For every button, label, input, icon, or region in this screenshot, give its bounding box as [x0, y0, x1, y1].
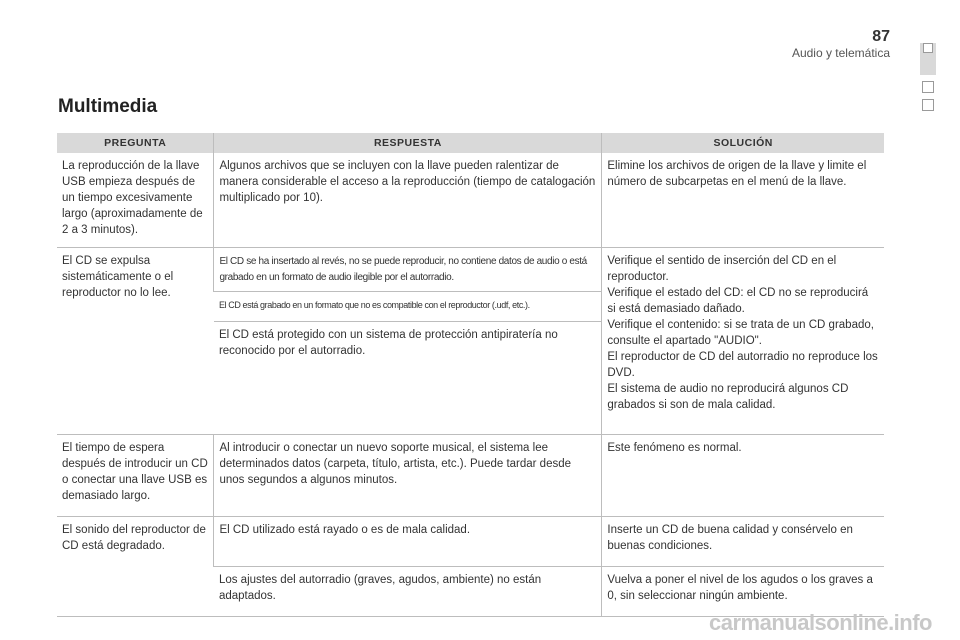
question-cell: El CD se expulsa sistemáticamente o el reproductor no lo lee. — [57, 248, 214, 435]
table-row — [57, 435, 884, 517]
solution-cell: Este fenómeno es normal. — [602, 435, 884, 517]
answer-text: El CD está grabado en un formato que no es compatible con el reproductor (.udf, etc.). — [218, 300, 530, 310]
solution-cell: Elimine los archivos de origen de la llave y limite el número de subcarpetas en el menú de la llave. — [602, 153, 884, 248]
solution-line: El sistema de audio no reproducirá algunos CD grabados si son de mala calidad. — [607, 383, 849, 411]
answer-text: El CD se ha insertado al revés, no se puede reproducir, no contiene datos de audio o está grabado en un formato de audio ilegible por el autorradio. — [219, 256, 587, 283]
answer-cell: Los ajustes del autorradio (graves, agudos, ambiente) no están adaptados. — [214, 567, 602, 617]
chapter-tab[interactable] — [922, 81, 934, 93]
answer-cell: El CD está protegido con un sistema de protección antipiratería no reconocido por el autorradio. — [214, 322, 602, 435]
watermark: carmanualsonline.info — [709, 610, 932, 635]
chapter-tab[interactable] — [922, 99, 934, 111]
faq-table — [57, 133, 884, 617]
section-title: Audio y telemática — [791, 46, 890, 60]
column-header-pregunta: PREGUNTA — [57, 133, 214, 153]
chapter-tabs — [922, 22, 938, 117]
solution-line: Verifique el sentido de inserción del CD en el reproductor. — [607, 255, 837, 283]
answer-cell: El CD utilizado está rayado o es de mala calidad. — [214, 517, 602, 567]
solution-line: Verifique el estado del CD: el CD no se reproducirá si está demasiado dañado. — [607, 287, 869, 315]
answer-cell: Algunos archivos que se incluyen con la llave pueden ralentizar de manera considerable el acceso a la reproducción (tiempo de catalogación multiplicado por 10). — [214, 153, 602, 248]
question-cell: La reproducción de la llave USB empieza después de un tiempo excesivamente largo (aproximadamente de 2 a 3 minutos). — [57, 153, 214, 248]
question-cell: El tiempo de espera después de introducir un CD o conectar una llave USB es demasiado largo. — [57, 435, 214, 517]
answer-cell — [214, 292, 602, 322]
table-row — [57, 517, 884, 567]
solution-cell — [602, 248, 884, 435]
chapter-tab-active[interactable] — [920, 43, 936, 75]
page-title: Multimedia — [58, 96, 158, 117]
table-row — [57, 153, 884, 248]
answer-cell: Al introducir o conectar un nuevo soporte musical, el sistema lee determinados datos (carpeta, título, artista, etc.). Puede tardar desde unos segundos a algunos minutos. — [214, 435, 602, 517]
table-header-row — [57, 133, 884, 153]
column-header-respuesta: RESPUESTA — [214, 133, 602, 153]
solution-line: El reproductor de CD del autorradio no reproduce los DVD. — [607, 351, 878, 379]
answer-cell — [214, 248, 602, 292]
question-cell: El sonido del reproductor de CD está degradado. — [57, 517, 214, 617]
page-number: 87 — [872, 28, 890, 45]
solution-cell: Vuelva a poner el nivel de los agudos o los graves a 0, sin seleccionar ningún ambiente. — [602, 567, 884, 617]
table-row — [57, 248, 884, 292]
solution-cell: Inserte un CD de buena calidad y consérvelo en buenas condiciones. — [602, 517, 884, 567]
column-header-solucion: SOLUCIÓN — [602, 133, 884, 153]
solution-line: Verifique el contenido: si se trata de un CD grabado, consulte el apartado "AUDIO". — [607, 319, 874, 347]
